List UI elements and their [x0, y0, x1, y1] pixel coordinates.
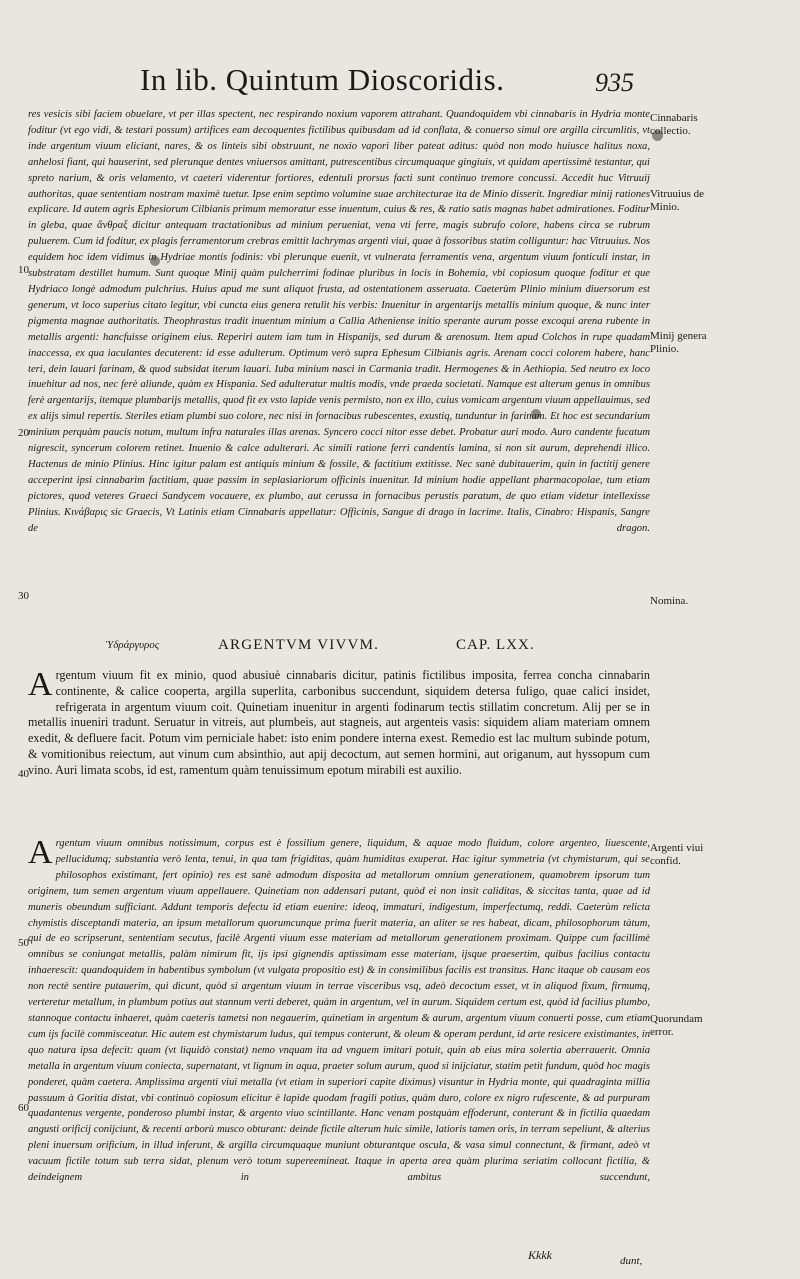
dioscorides-text: rgentum viuum fit ex minio, quod abusiuè cinnabaris dicitur, patinis fictilibus imposita, ferrea concha cinnabarin continente, & calice cooperta, argilla superlita, carbonibus succendunt, siquidem detersa fuligo, quae calici insidet, refrigerata in argentum viuum coit. Quinetiam inuenitur in argenti fodinarum tectis stillatim concretum. Alij per se in metallis inueniri tradunt. Seruatur in vitreis, aut plumbeis, aut stagneis, aut argenteis vasis: siquidem aliam materiam omnem exedit, & defluere facit. Potum vim perniciale habet: isto enim pondere interna exest. Remedio est lac multum subinde potum, & vomitionibus reiectum, aut vinum cum absinthio, aut apij decoctum, aut semen hormini, aut origanum, aut hyssopum cum vino. Auri limata scobs, id est, ramentum quàm tenuissimum epotum mirabili est auxilio. — [28, 668, 650, 777]
page-number: 935 — [595, 68, 634, 97]
margin-note-minij: Minij genera Plinio. — [650, 330, 707, 355]
chapter-title: ARGENTVM VIVVM. — [218, 637, 380, 653]
signature-mark: Kkkk — [528, 1248, 552, 1262]
margin-note-vitruuius: Vitruuius de Minio. — [650, 188, 705, 213]
line-number: 30 — [18, 590, 29, 602]
chapter-greek-name: Ὑδράργυρος — [106, 639, 160, 651]
dioscorides-text-block — [28, 668, 650, 779]
drop-cap-initial: A — [28, 834, 53, 871]
dioscorides-paragraph — [28, 668, 650, 779]
commentary-text: rgentum viuum omnibus notissimum, corpus est è fossilium genere, liquidum, & aquae modo fluidum, colore argenteo, liuescente, pellucidumq; substantia verò lenta, tenui, in qua tam frigiditas, quàm humiditas exuperat. Hac igitur symmetria (vt chymistarum, qui se philosophos existimant, fert opinio) res est sanè admodum disposita ad metallorum omnium generationem, quamobrem ipsorum tum originem, tum semen argentum viuum appellauere. Quinetiam non addensari putant, quòd ei non insit caliditas, & siccitas tanta, quae ad id muneris obeundum sufficiant. Addunt temporis defectu id etiam euenire: ideoq, immaturi, indigestum, imperfectumq, reddi. Caeterùm relicta chymistis disceptandi materia, an ipsum metallorum quorumcunque prima fuerit materia, an aliter se res habeat, dicam, philosophorum tàtum, qui de eo scripserunt, sententiam secutus, facilè Argenti viuum esse materiam ad metallorum generationem proximam. Quippe cum facillimè omnibus se coniungat metallis, palàm nimirum fit, ijs ipsi gignendis aptissimam esse materiam, ijsque praesertim, quibus facilius contactu inhaerescit: quandoquidem in habentibus symbolum (vt vulgata propositio est) & in consimilibus facilis est transitus. Hanc itaque ob causam eos non rectè sentire putauerim, qui dicunt, quòd si argentum viuum in terrae visceribus vsq, adeò decoctum esset, vt in aliquod fixum, firmumq, verteretur metallum, in plumbum potius aut stannum verti deberet, quàm in argentum, vel in aurum. Siquidem certum est, quòd id facilius plumbo, stannoque contactu inhaeret, quàm caeteris tametsi non negauerim, quinetiam in argentum & aurum, argentum viuum conuerti posse, cum etiam cum ijs facilè commisceatur. Hic autem est chymistarum ludus, qui tempus conterunt, & oleum & operam perdunt, id arte resicere existimantes, in quo natura ipsa defecit: quam (vt liquidò constat) nemo vnquam ita ad vnguem imitari potuit, quin ab eius mira solertia aberrauerit. Omnia metalla in argentum viuum coniecta, supernatant, vt lignum in aqua, praeter solum aurum, quod si inijciatur, statim petit fundum, quòd hoc magis ponderet, quàm caetera. Amplissima argenti viui metalla (vt etiam in superiori capite diximus) visuntur in Hydria monte, qui quadraginta millia passuum à Goritia distat, vbi continuò copiosum elicitur è lapide quodam fragili potius, quàm duro, colore ex nigro rufescente, & ad purpuram quadantenus vergente, ponderoso plumbi instar, & argento viuo scintillante. Hanc venam postquàm effoderunt, conterunt & in fictilia quaedam angusti orificij conijciunt, & recenti arborù musco obturant: deinde fictile alterum huic simile, latioris tamen oris, in terram sepeliunt, & alterius pleni inuersum orificium, in illud inferunt, & argilla circumquaque muniunt obturantque oscula, & vasa simul connectunt, & firmant, adeò vt vacuum fictile totum sub terra sidat, plenum verò totum supereemineat. Itaque in aperta area quàm plurima seriatim collocant fictilia, & deindeignem in ambitus succendunt, — [28, 838, 650, 1184]
line-number: 40 — [18, 768, 29, 780]
chapter-number: CAP. LXX. — [456, 637, 535, 653]
line-number: 60 — [18, 1102, 29, 1114]
chapter-heading — [106, 637, 666, 657]
commentary-block-2 — [28, 836, 650, 1186]
line-number: 10 — [18, 264, 29, 276]
catchword: dunt, — [620, 1255, 643, 1267]
running-title: In lib. Quintum Dioscoridis. — [140, 62, 505, 97]
commentary-paragraph — [28, 836, 650, 1186]
line-number: 50 — [18, 937, 29, 949]
commentary-text: res vesicis sibi faciem obuelare, vt per illas spectent, nec respirando noxium vaporem attrahant. Quandoquidem vbi cinnabaris in Hydria monte foditur (vt ego vidi, & testari possum) artifices eam decoquentes fictilibus quibusdam ad id conflata, & conuerso simul ore argilla circumlitis, vt inde argentum viuum eliciant, nares, & os linteis sibi obstruunt, ne noxio vapori liber pateat aditus: quòd non modo huiusce halitus noxa, anhelosi fiant, qui hauserint, sed plerunque dentes vniuersos amittant, putrescentibus circumquaque gingiuis, vt quidam apertissimè testantur, qui spreto narium, & oris velamento, vt caeteri viderentur fortiores, edentuli prorsus facti sunt continuo tremore concussi. Accedit huc Vitruuij authoritas, quae sententiam nostram maximè tuetur. Ipse enim septimo volumine suae architecturae ita de Minio disserit. Ingrediar minij rationes explicare. Id autem agris Ephesiorum Cilbianis primum memoratur esse inuentum, cuius & res, & ratio satis magnas habet admirationes. Foditur in gleba, quae ἄνθραξ dicitur antequam tractationibus ad minium perueniat, vena vti ferre, magis subrufo colore, habens circa se rubrum puluerem. Cum id foditur, ex plagis ferramentorum crebras emittit lachrymas argenti viui, quae à fossoribus statim colliguntur: hac Vitruuius. Nos equidem hoc idem vidimus in Hydriae montis fodinis: vbi plerunque euenit, vt vulnerata ferramentis vena, argentum viuum fonticuli instar, in substratam destillet humum. Sunt quoque Minij quàm pulcherrimi fodinae pluribus in locis in Bohemia, vbi copiosum quoque foditur et que Hydriaco longè admodum pulchrius. Huius apud me sunt aliquot frusta, ad ostentationem asseruata. Caeterùm Plinio minium diuersorum est generum, vt loco superius citato legitur, vbi cuncta eius genera retulit his verbis: Inuenitur in argentarijs metallis minium quoque, & nunc inter pigmenta magnae authoritatis. Theophrastus tradit inuentum minium a Callia Atheniense initio sperante aurum posse excoqui arena rubente in metallis argenti: hancfuisse originem eius. Reperiri autem iam tum in Hispanijs, sed durum & arenosum. Item apud Colchos in rupe quadam inaccessa, ex qua iaculantes decuterent: id esse adulterum. Optimum verò supra Ephesum Cilbianis agris. Arenam cocci colorem habere, hanc teri, dein lauari farinam, & quod subsidat iterum lauari. Iuba minium nasci in Carmania tradit. Hermogenes & in Aethiopia. Sed neutro ex loco inuehitur ad nos, nec ferè aliunde, quàm ex Hispania. Sed adulteratur multis modis, vnde praeda societati. Namque est alterum genus in omnibus ferè argentarijs, itemque plumbarijs metallis, quod fit ex vsto lapide venis permisto, non ex illo, cuius vomicam argentum viuum appellauimus, sed ex alijs simul repertis. Steriles etiam plumbi suo colore, nec nisi in fornacibus rubescentes, exustiq, tunduntur in farinam. Et hoc est secundarium minium perquàm paucis notum, multum infra naturales illas arenas. Syncero cocci nitor esse debet. Probatur auri modo. Auro candente fucatum nigrescit, syncerum colorem retinet. Inuenio & calce adulterari. Ac simili ratione ferri candentis lamina, si non sit aurum, deprehendi illico. Hactenus de minio Plinius. Hinc igitur palam est antiquis minium & fossile, & factitium extitisse. Nec sanè dubitauerim, quin in factitij genere acceperint ipsi cinnabarim factitiam, quae passim in seplasiariorum officinis inuenitur. Id minium hodie appellant pharmacopolae, tum etiam pictores, quod veteres Graeci Sandycem vocauere, ex plumbo, aut cerussa in fornacibus perustis paratum, de quo etiam videtur intellexisse Plinius. Κινάβαρις sic Graecis, Vt Latinis etiam Cinnabaris appellatur: Officinis, Sangue di drago in lacrime. Italis, Cinabro: Hispanis, Sangre de dragon. — [28, 109, 650, 534]
drop-cap-initial: A — [28, 666, 53, 703]
page-header — [140, 62, 640, 102]
margin-note-quorundam: Quorundam error. — [650, 1013, 703, 1038]
margin-note-cinnabaris: Cinnabaris collectio. — [650, 112, 698, 137]
margin-note-argenti: Argenti viui confid. — [650, 842, 704, 867]
commentary-block-1 — [28, 107, 650, 536]
margin-note-nomina: Nomina. — [650, 595, 689, 607]
line-number: 20 — [18, 427, 29, 439]
